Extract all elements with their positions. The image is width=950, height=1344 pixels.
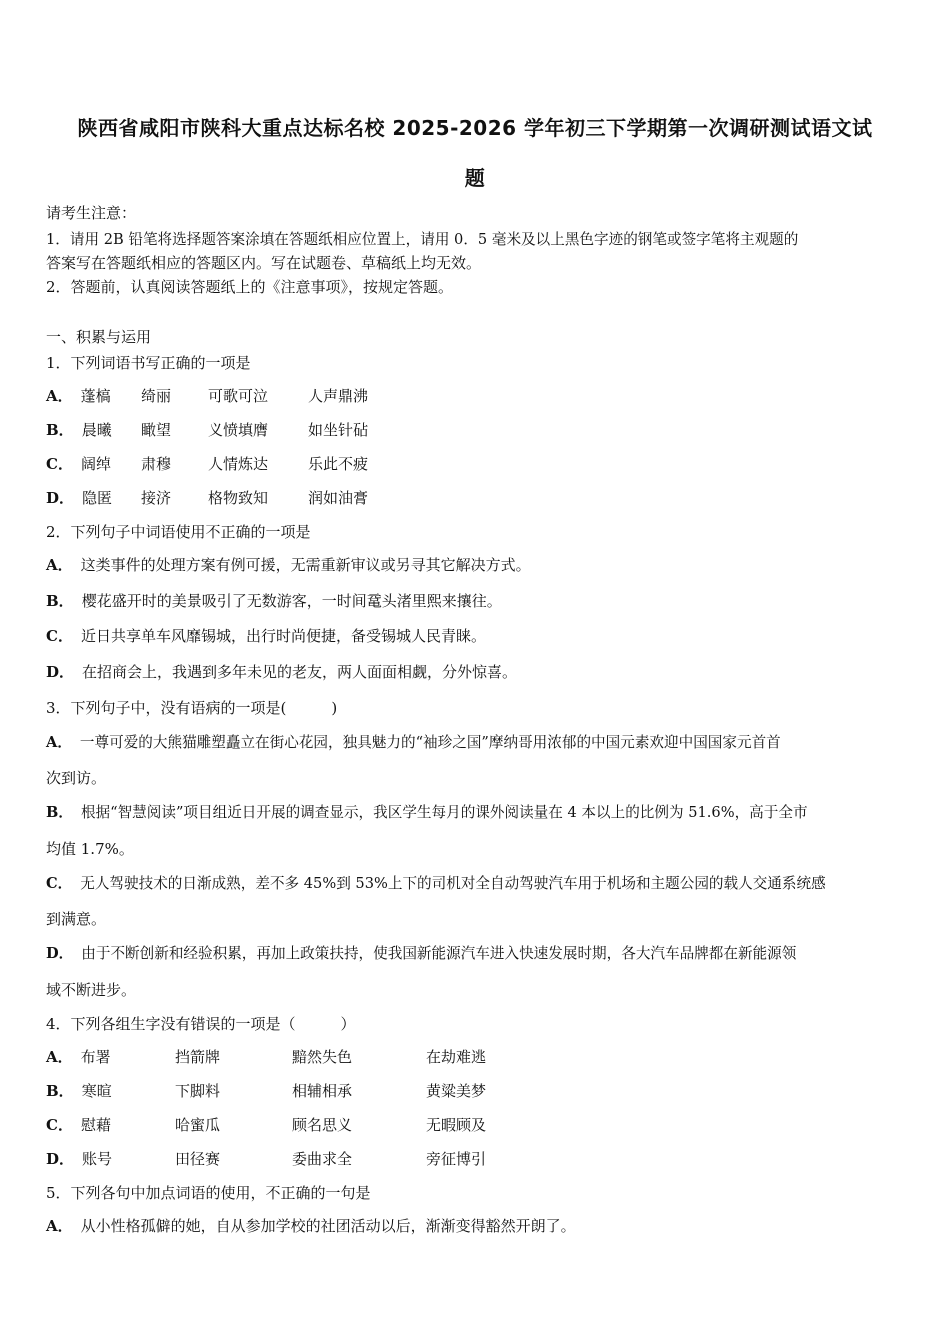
option-word: 瞰望 — [141, 421, 172, 439]
option-word: 肃穆 — [141, 455, 172, 473]
option-word: 绮丽 — [141, 387, 172, 405]
option-letter: D． — [46, 1150, 75, 1168]
question-2-option-b — [46, 590, 502, 611]
question-1-stem: 1．下列词语书写正确的一项是 — [46, 354, 251, 372]
option-text: 无人驾驶技术的日渐成熟，差不多 45%到 53%上下的司机对全自动驾驶汽车用于机场和主题公园的载人交通系统感 — [80, 875, 826, 892]
option-letter: C． — [46, 455, 73, 473]
question-3-option-a-cont: 次到访。 — [46, 769, 107, 787]
question-2-option-a — [46, 554, 531, 575]
option-word: 润如油膏 — [308, 489, 369, 507]
option-word: 田径赛 — [175, 1150, 221, 1168]
option-letter: C． — [46, 627, 73, 645]
option-word: 挡箭牌 — [175, 1048, 221, 1066]
question-3-option-a — [46, 731, 781, 752]
question-3-option-d — [46, 942, 796, 963]
option-letter: A． — [46, 734, 72, 751]
question-5-option-a — [46, 1215, 576, 1236]
option-word: 委曲求全 — [292, 1150, 353, 1168]
question-3-option-c-cont: 到满意。 — [46, 910, 107, 928]
option-word: 顾名思义 — [292, 1116, 353, 1134]
option-word: 晨曦 — [81, 421, 112, 439]
option-word: 义愤填膺 — [208, 421, 269, 439]
option-letter: D． — [46, 663, 75, 681]
option-word: 接济 — [141, 489, 172, 507]
question-2-option-c — [46, 625, 486, 646]
question-4-stem: 4．下列各组生字没有错误的一项是（ ） — [46, 1015, 356, 1033]
option-text: 近日共享单车风靡锡城，出行时尚便捷，备受锡城人民青睐。 — [80, 627, 486, 645]
option-word: 哈蜜瓜 — [175, 1116, 221, 1134]
notice-item-1b: 答案写在答题纸相应的答题区内。写在试题卷、草稿纸上均无效。 — [46, 254, 482, 272]
question-3-option-d-cont: 域不断进步。 — [46, 981, 137, 999]
option-letter: A． — [46, 556, 73, 574]
option-word: 如坐针砧 — [308, 421, 369, 439]
option-word: 黯然失色 — [292, 1048, 353, 1066]
option-word: 在劫难逃 — [426, 1048, 487, 1066]
option-word: 阔绰 — [80, 455, 111, 473]
exam-title-line2: 题 — [464, 166, 486, 190]
option-word: 格物致知 — [208, 489, 269, 507]
option-letter: D． — [46, 489, 75, 507]
option-word: 人情炼达 — [208, 455, 269, 473]
question-2-option-d — [46, 661, 517, 682]
exam-title-line1: 陕西省咸阳市陕科大重点达标名校 2025-2026 学年初三下学期第一次调研测试语文试 — [77, 116, 873, 140]
option-letter: C． — [46, 1116, 73, 1134]
option-text: 在招商会上，我遇到多年未见的老友，两人面面相觑，分外惊喜。 — [82, 663, 518, 681]
question-3-option-b — [46, 801, 808, 822]
option-word: 可歌可泣 — [208, 387, 269, 405]
option-letter: B． — [46, 421, 74, 439]
option-text: 樱花盛开时的美景吸引了无数游客，一时间鼋头渚里熙来攘往。 — [81, 592, 502, 610]
option-word: 无暇顾及 — [426, 1116, 487, 1134]
option-letter: A． — [46, 1217, 73, 1235]
option-text: 从小性格孤僻的她，自从参加学校的社团活动以后，渐渐变得豁然开朗了。 — [80, 1217, 576, 1235]
option-letter: B． — [46, 804, 73, 821]
option-word: 黄粱美梦 — [426, 1082, 487, 1100]
notice-item-1a: 1．请用 2B 铅笔将选择题答案涂填在答题纸相应位置上，请用 0．5 毫米及以上黑色字迹的钢笔或签字笔将主观题的 — [46, 231, 799, 248]
option-word: 蓬槁 — [80, 387, 111, 405]
question-5-stem: 5．下列各句中加点词语的使用，不正确的一句是 — [46, 1184, 371, 1202]
option-text: 由于不断创新和经验积累，再加上政策扶持，使我国新能源汽车进入快速发展时期，各大汽车品牌都在新能源领 — [81, 945, 797, 962]
notice-item-2: 2．答题前，认真阅读答题纸上的《注意事项》，按规定答题。 — [46, 278, 454, 296]
option-word: 相辅相承 — [292, 1082, 353, 1100]
question-3-option-b-cont: 均值 1.7%。 — [46, 840, 134, 858]
option-word: 人声鼎沸 — [308, 387, 369, 405]
option-word: 寒暄 — [81, 1082, 112, 1100]
option-letter: A． — [46, 1048, 73, 1066]
option-text: 一尊可爱的大熊猫雕塑矗立在街心花园，独具魅力的“袖珍之国”摩纳哥用浓郁的中国元素欢迎中国国家元首首 — [79, 734, 781, 751]
option-text: 根据“智慧阅读”项目组近日开展的调查显示，我区学生每月的课外阅读量在 4 本以上的比例为 51.6%，高于全市 — [80, 804, 808, 821]
option-letter: B． — [46, 592, 74, 610]
option-letter: A． — [46, 387, 73, 405]
option-word: 旁征博引 — [426, 1150, 487, 1168]
option-letter: B． — [46, 1082, 74, 1100]
option-word: 隐匿 — [82, 489, 113, 507]
option-word: 下脚料 — [175, 1082, 221, 1100]
option-word: 账号 — [82, 1150, 113, 1168]
question-2-stem: 2．下列句子中词语使用不正确的一项是 — [46, 523, 311, 541]
option-letter: C． — [46, 875, 73, 892]
question-3-option-c — [46, 872, 826, 893]
option-word: 慰藉 — [80, 1116, 111, 1134]
question-3-stem: 3．下列句子中，没有语病的一项是( ) — [46, 699, 338, 717]
option-text: 这类事件的处理方案有例可援，无需重新审议或另寻其它解决方式。 — [80, 556, 531, 574]
section-heading: 一、积累与运用 — [46, 328, 152, 346]
option-word: 布署 — [80, 1048, 111, 1066]
option-word: 乐此不疲 — [308, 455, 369, 473]
option-letter: D． — [46, 945, 74, 962]
notice-heading: 请考生注意： — [46, 204, 137, 222]
